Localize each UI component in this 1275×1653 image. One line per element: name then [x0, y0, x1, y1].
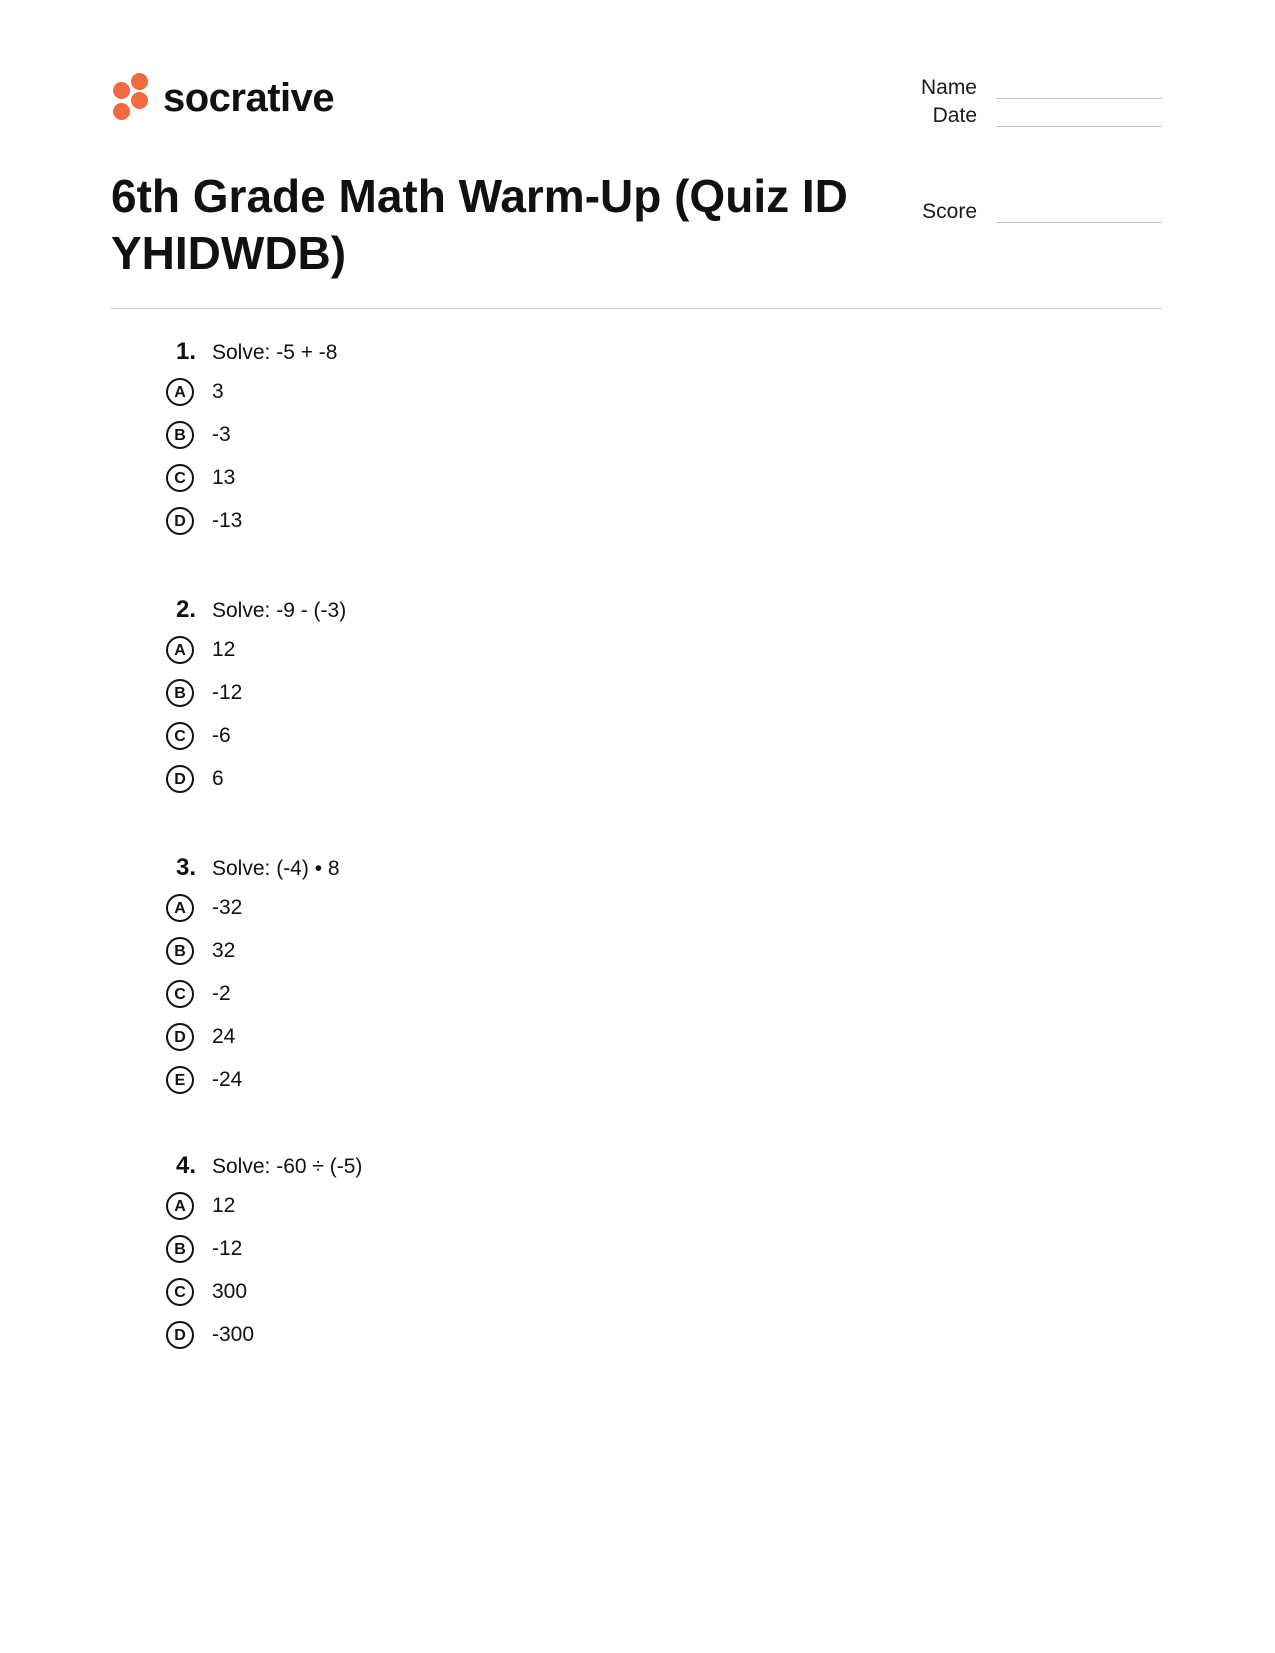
date-label: Date	[932, 104, 977, 127]
option-text: 32	[212, 939, 236, 962]
option-text: 6	[212, 767, 224, 790]
option-letter-circle[interactable]: C	[166, 722, 194, 750]
option-text: 12	[212, 638, 236, 661]
option-letter-circle[interactable]: D	[166, 507, 194, 535]
option-text: 13	[212, 466, 236, 489]
option-letter-circle[interactable]: B	[166, 421, 194, 449]
question-number: 2.	[175, 596, 196, 623]
option-letter-circle[interactable]: E	[166, 1066, 194, 1094]
option-text: -24	[212, 1068, 243, 1091]
name-line	[996, 98, 1162, 99]
option-letter-circle[interactable]: B	[166, 937, 194, 965]
socrative-logo	[111, 73, 334, 123]
option-letter-circle[interactable]: C	[166, 1278, 194, 1306]
option-letter-circle[interactable]: D	[166, 1321, 194, 1349]
option-text: -12	[212, 681, 243, 704]
option-letter-circle[interactable]: C	[166, 980, 194, 1008]
option-text: 24	[212, 1025, 236, 1048]
option-text: -300	[212, 1323, 255, 1346]
option-text: 300	[212, 1280, 248, 1303]
option-text: -2	[212, 982, 231, 1005]
option-text: -12	[212, 1237, 243, 1260]
option-letter-circle[interactable]: A	[166, 636, 194, 664]
option-letter-circle[interactable]: D	[166, 1023, 194, 1051]
brand-name: socrative	[163, 76, 335, 120]
question-text: Solve: -5 + -8	[212, 341, 338, 364]
option-text: -32	[212, 896, 243, 919]
question-text: Solve: (-4) • 8	[212, 857, 340, 880]
date-line	[996, 126, 1162, 127]
option-letter-circle[interactable]: A	[166, 894, 194, 922]
option-text: -13	[212, 509, 243, 532]
quiz-title: 6th Grade Math Warm-Up (Quiz ID YHIDWDB)	[111, 170, 848, 279]
question-number: 1.	[175, 338, 196, 365]
option-letter-circle[interactable]: B	[166, 679, 194, 707]
score-field	[900, 200, 1162, 226]
header-divider	[111, 308, 1162, 309]
option-letter-circle[interactable]: A	[166, 378, 194, 406]
option-letter-circle[interactable]: C	[166, 464, 194, 492]
question-text: Solve: -60 ÷ (-5)	[212, 1155, 363, 1178]
score-label: Score	[922, 200, 977, 223]
question-number: 4.	[175, 1152, 196, 1179]
name-label: Name	[920, 76, 977, 99]
option-text: -3	[212, 423, 231, 446]
socrative-hexagon-icon	[111, 73, 151, 123]
option-letter-circle[interactable]: A	[166, 1192, 194, 1220]
name-field	[900, 76, 1162, 102]
option-text: 12	[212, 1194, 236, 1217]
date-field	[900, 104, 1162, 130]
option-text: -6	[212, 724, 231, 747]
score-line	[996, 222, 1162, 223]
question-number: 3.	[175, 854, 196, 881]
option-letter-circle[interactable]: D	[166, 765, 194, 793]
option-letter-circle[interactable]: B	[166, 1235, 194, 1263]
question-text: Solve: -9 - (-3)	[212, 599, 347, 622]
option-text: 3	[212, 380, 224, 403]
